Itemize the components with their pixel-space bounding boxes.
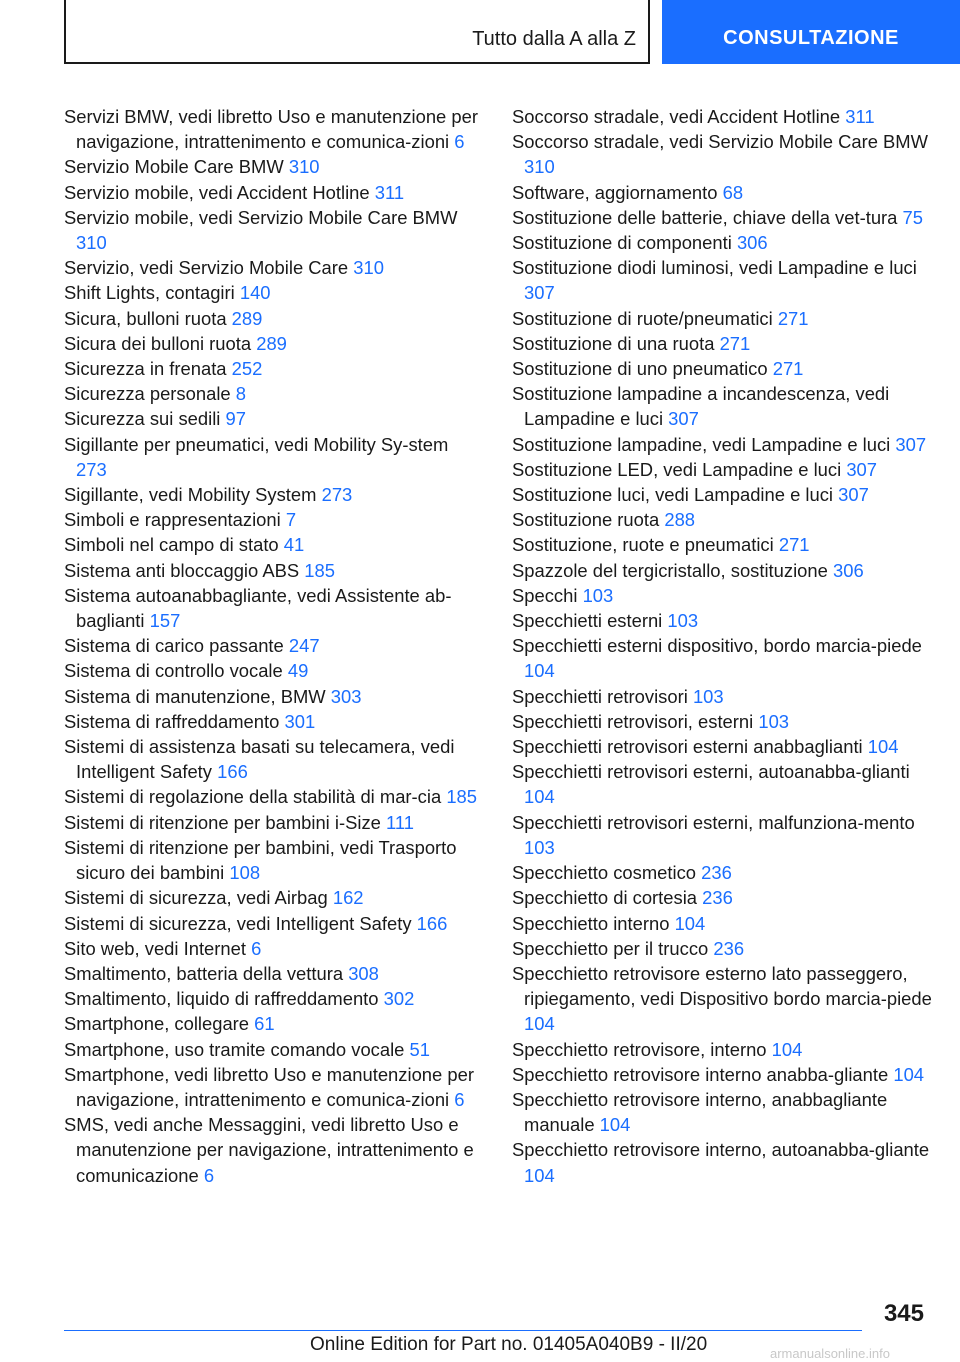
index-page-link[interactable]: 310 (76, 232, 107, 254)
index-page-link[interactable]: 162 (332, 887, 364, 909)
index-page-link[interactable]: 166 (217, 761, 248, 783)
index-page-link[interactable]: 166 (416, 912, 448, 934)
index-page-link[interactable]: 104 (524, 786, 555, 808)
index-entry-text: Sicurezza personale (64, 383, 231, 405)
index-page-link[interactable]: 307 (846, 458, 877, 480)
index-entry-text: Specchietto di cortesia (512, 887, 698, 909)
index-entry-text: Shift Lights, contagiri (64, 282, 235, 304)
index-page-link[interactable]: 307 (524, 282, 555, 304)
index-entry (64, 482, 479, 507)
index-page-link[interactable]: 6 (251, 937, 262, 959)
index-entry (64, 583, 479, 633)
index-page-link[interactable]: 303 (330, 685, 362, 707)
index-entry-text: Sistema di manutenzione, BMW (64, 685, 326, 707)
index-page-link[interactable]: 271 (719, 332, 751, 354)
index-entry (512, 1137, 932, 1187)
index-entry (64, 885, 479, 910)
page-number: 345 (883, 1300, 924, 1327)
index-page-link[interactable]: 301 (284, 710, 316, 732)
index-entry (512, 230, 932, 255)
index-entry-text: Software, aggiornamento (512, 181, 718, 203)
index-page-link[interactable]: 185 (304, 559, 335, 581)
index-page-link[interactable]: 49 (287, 660, 309, 682)
index-entry (64, 558, 479, 583)
index-entry (64, 1011, 479, 1036)
index-entry-text: Spazzole del tergicristallo, sostituzione (512, 559, 828, 581)
index-page-link[interactable]: 103 (582, 584, 614, 606)
index-entry-text: Servizio mobile, vedi Accident Hotline (64, 181, 370, 203)
index-entry (512, 507, 932, 532)
index-entry-text: Sistema di carico passante (64, 635, 284, 657)
index-entry (64, 507, 479, 532)
index-entry-text: Sicurezza in frenata (64, 358, 227, 380)
index-entry-text: Sistema di raffreddamento (64, 710, 280, 732)
index-entry (512, 583, 932, 608)
index-entry-text: Smaltimento, liquido di raffreddamento (64, 988, 379, 1010)
index-entry (512, 180, 932, 205)
index-entry (512, 759, 932, 809)
index-entry (512, 482, 932, 507)
index-page-link[interactable]: 6 (454, 131, 465, 153)
index-entry (512, 810, 932, 860)
index-entry-text: Soccorso stradale, vedi Servizio Mobile Care BMW (512, 131, 928, 153)
index-page-link[interactable]: 236 (713, 937, 745, 959)
index-entry-text: Servizi BMW, vedi libretto Uso e manutenzione per navigazione, intrattenimento e comunica-zioni (64, 106, 478, 153)
header-left-border (64, 0, 66, 64)
index-entry-text: Sistemi di regolazione della stabilità di mar-cia (64, 786, 442, 808)
index-entry-text: Sistema autoanabbagliante, vedi Assistente ab-baglianti (64, 584, 452, 632)
index-entry-text: Smaltimento, batteria della vettura (64, 962, 344, 984)
index-entry (512, 734, 932, 759)
index-page-link[interactable]: 310 (524, 156, 555, 178)
index-entry-text: Sigillante, vedi Mobility System (64, 484, 317, 506)
index-entry-text: Specchietti retrovisori esterni, autoanabba-glianti (512, 761, 910, 783)
index-entry (512, 532, 932, 557)
index-page-link[interactable]: 307 (895, 433, 927, 455)
index-page-link[interactable]: 289 (256, 332, 287, 354)
index-page-link[interactable]: 104 (771, 1038, 803, 1060)
index-page-link[interactable]: 140 (239, 282, 271, 304)
index-entry (64, 532, 479, 557)
index-entry-text: Specchi (512, 584, 578, 606)
index-page-link[interactable]: 236 (702, 887, 733, 909)
index-entry-text: Sostituzione di ruote/pneumatici (512, 307, 773, 329)
index-page-link[interactable]: 302 (383, 988, 415, 1010)
index-entry-text: Specchietti retrovisori (512, 685, 688, 707)
index-entry (512, 684, 932, 709)
index-entry (64, 986, 479, 1011)
index-page-link[interactable]: 51 (409, 1038, 431, 1060)
index-page-link[interactable]: 271 (778, 534, 810, 556)
index-entry (64, 331, 479, 356)
index-page-link[interactable]: 236 (701, 862, 732, 884)
header-bottom-border (64, 62, 648, 64)
index-page-link[interactable]: 104 (599, 1114, 631, 1136)
index-entry-text: Specchietti esterni dispositivo, bordo marcia-piede (512, 635, 922, 657)
index-page-link[interactable]: 306 (736, 232, 768, 254)
index-entry-text: Sostituzione diodi luminosi, vedi Lampadine e luci (512, 257, 917, 279)
index-entry (512, 936, 932, 961)
index-page-link[interactable]: 103 (692, 685, 724, 707)
index-entry (512, 608, 932, 633)
index-entry-text: Sicura dei bulloni ruota (64, 332, 252, 354)
index-entry-text: Specchietto retrovisore, interno (512, 1038, 767, 1060)
index-page-link[interactable]: 6 (203, 1164, 215, 1186)
index-entry-text: Sistema di controllo vocale (64, 660, 283, 682)
index-page-link[interactable]: 311 (845, 106, 875, 127)
index-page-link[interactable]: 308 (348, 962, 379, 984)
index-entry-text: Sostituzione di componenti (512, 232, 732, 254)
footer-watermark: armanualsonline.info (770, 1346, 890, 1361)
index-entry-text: Specchietto per il trucco (512, 937, 709, 959)
index-entry (512, 356, 932, 381)
index-entry-text: Specchietto retrovisore interno anabba-gliante (512, 1063, 889, 1085)
index-entry-text: SMS, vedi anche Messaggini, vedi libretto Uso e manutenzione per navigazione, intrattenimento e comunicazione (64, 1114, 474, 1186)
index-entry (512, 306, 932, 331)
index-entry (512, 381, 932, 431)
index-entry-text: Specchietti retrovisori esterni anabbaglianti (512, 736, 863, 758)
index-entry-text: Sostituzione LED, vedi Lampadine e luci (512, 458, 842, 480)
index-entry-text: Servizio mobile, vedi Servizio Mobile Care BMW (64, 206, 458, 228)
index-entry-text: Specchietto retrovisore interno, autoanabba-gliante (512, 1139, 930, 1161)
index-entry (512, 885, 932, 910)
index-entry-text: Simboli e rappresentazioni (64, 509, 281, 531)
index-entry-text: Smartphone, vedi libretto Uso e manutenzione per navigazione, intrattenimento e comunica-zioni (64, 1063, 474, 1110)
index-entry-text: Sostituzione ruota (512, 509, 660, 531)
index-entry (64, 835, 479, 885)
index-entry-text: Smartphone, collegare (64, 1013, 250, 1035)
index-page-link[interactable]: 307 (838, 484, 869, 506)
index-entry (64, 381, 479, 406)
index-entry (512, 633, 932, 683)
index-entry (64, 432, 479, 482)
index-entry (512, 860, 932, 885)
index-page-link[interactable]: 247 (288, 635, 320, 657)
index-entry (64, 255, 479, 280)
index-page-link[interactable]: 288 (664, 509, 696, 531)
index-entry-text: Simboli nel campo di stato (64, 534, 279, 556)
index-entry (64, 936, 479, 961)
index-entry (64, 154, 479, 179)
index-entry-text: Sistemi di sicurezza, vedi Intelligent Safety (64, 912, 412, 934)
index-entry-text: Specchietti retrovisori esterni, malfunziona-mento (512, 811, 915, 833)
index-entry (64, 633, 479, 658)
index-page-link[interactable]: 8 (235, 383, 246, 405)
index-entry-text: Sito web, vedi Internet (64, 937, 246, 959)
index-page-link[interactable]: 104 (524, 1013, 555, 1035)
index-entry (64, 104, 479, 154)
index-entry (512, 205, 932, 230)
index-page-link[interactable]: 103 (758, 710, 790, 732)
index-page-link[interactable]: 103 (524, 836, 555, 858)
index-entry-text: Sistemi di ritenzione per bambini, vedi Trasporto sicuro dei bambini (64, 836, 457, 884)
index-entry (64, 1112, 479, 1188)
index-entry-text: Sostituzione di uno pneumatico (512, 358, 768, 380)
footer-edition: Online Edition for Part no. 01405A040B9 - II/20 (310, 1334, 708, 1355)
index-entry (512, 457, 932, 482)
index-entry-text: Servizio, vedi Servizio Mobile Care (64, 257, 349, 279)
index-entry (64, 1037, 479, 1062)
index-entry-text: Sostituzione delle batterie, chiave della vet-tura (512, 206, 898, 228)
index-entry-text: Sistemi di sicurezza, vedi Airbag (64, 887, 328, 909)
index-entry (64, 406, 479, 431)
index-entry-text: Specchietto cosmetico (512, 862, 696, 884)
index-page-link[interactable]: 7 (285, 509, 297, 531)
index-page-link[interactable]: 104 (524, 660, 555, 682)
index-page-link[interactable]: 68 (722, 181, 744, 203)
index-entry (64, 1062, 479, 1112)
index-column-left (64, 104, 479, 1188)
index-entry (512, 558, 932, 583)
index-entry-text: Specchietto retrovisore interno, anabbagliante manuale (512, 1088, 888, 1136)
index-page-link[interactable]: 103 (667, 610, 699, 632)
header-chapter-title: Tutto dalla A alla Z (472, 28, 636, 50)
index-page-link[interactable]: 307 (668, 408, 699, 430)
index-entry (512, 255, 932, 305)
header-divider (648, 0, 650, 64)
index-page-link[interactable]: 104 (893, 1063, 925, 1085)
index-entry-text: Sigillante per pneumatici, vedi Mobility Sy-stem (64, 433, 449, 455)
index-entry (64, 205, 479, 255)
index-page-link[interactable]: 310 (353, 257, 384, 279)
index-entry-text: Specchietti esterni (512, 610, 663, 632)
index-page-link[interactable]: 111 (386, 811, 414, 833)
index-page-link[interactable]: 157 (149, 610, 181, 632)
index-entry (512, 911, 932, 936)
index-entry-text: Specchietto retrovisore esterno lato passeggero, ripiegamento, vedi Dispositivo bordo marcia-piede (512, 962, 932, 1010)
index-entry-text: Sistema anti bloccaggio ABS (64, 559, 300, 581)
index-page-link[interactable]: 311 (374, 181, 405, 203)
index-entry (64, 734, 479, 784)
index-entry (64, 658, 479, 683)
index-page-link[interactable]: 306 (833, 559, 864, 581)
index-entry-text: Sostituzione lampadine a incandescenza, vedi Lampadine e luci (512, 383, 890, 430)
index-entry (512, 129, 932, 179)
index-entry-text: Sostituzione lampadine, vedi Lampadine e luci (512, 433, 891, 455)
index-page-link[interactable]: 75 (902, 206, 923, 228)
index-page-link[interactable]: 273 (76, 458, 107, 480)
index-entry-text: Sostituzione di una ruota (512, 332, 715, 354)
index-entry (64, 709, 479, 734)
index-page-link[interactable]: 104 (674, 912, 706, 934)
index-page-link[interactable]: 104 (867, 736, 899, 758)
index-entry (512, 432, 932, 457)
index-page-link[interactable]: 185 (446, 786, 477, 808)
index-page-link[interactable]: 271 (772, 358, 804, 380)
index-page-link[interactable]: 108 (229, 862, 261, 884)
header-section-tab: CONSULTAZIONE (662, 0, 960, 64)
index-entry (512, 1087, 932, 1137)
index-entry-text: Sicurezza sui sedili (64, 408, 221, 430)
index-entry (512, 709, 932, 734)
index-entry-text: Sistemi di assistenza basati su telecamera, vedi Intelligent Safety (64, 736, 455, 783)
index-page-link[interactable]: 252 (231, 358, 263, 380)
index-entry-text: Sicura, bulloni ruota (64, 307, 227, 329)
index-page-link[interactable]: 61 (254, 1013, 275, 1035)
index-entry (64, 684, 479, 709)
index-entry-text: Specchietti retrovisori, esterni (512, 710, 754, 732)
index-entry-text: Sostituzione, ruote e pneumatici (512, 534, 774, 556)
index-entry (64, 280, 479, 305)
index-page-link[interactable]: 6 (454, 1088, 465, 1110)
index-column-right (512, 104, 932, 1188)
index-entry (512, 1062, 932, 1087)
index-entry (64, 180, 479, 205)
index-page-link[interactable]: 289 (231, 307, 263, 329)
index-entry (64, 784, 479, 809)
index-entry-text: Specchietto interno (512, 912, 670, 934)
index-entry (64, 810, 479, 835)
index-page-link[interactable]: 273 (321, 484, 353, 506)
index-entry-text: Servizio Mobile Care BMW (64, 156, 284, 178)
index-page-link[interactable]: 41 (283, 534, 305, 556)
index-page-link[interactable]: 104 (524, 1164, 555, 1186)
footer-rule (64, 1330, 862, 1331)
index-entry-text: Smartphone, uso tramite comando vocale (64, 1038, 405, 1060)
index-entry-text: Sistemi di ritenzione per bambini i-Size (64, 811, 381, 833)
index-entry-text: Soccorso stradale, vedi Accident Hotline (512, 106, 841, 127)
index-entry (512, 1037, 932, 1062)
index-page-link[interactable]: 271 (777, 307, 809, 329)
index-entry (64, 961, 479, 986)
index-entry (512, 104, 932, 129)
index-entry (512, 331, 932, 356)
index-entry (64, 306, 479, 331)
index-entry (512, 961, 932, 1037)
index-page-link[interactable]: 310 (288, 156, 320, 178)
index-page-link[interactable]: 97 (225, 408, 246, 430)
index-entry (64, 911, 479, 936)
index-entry (64, 356, 479, 381)
index-entry-text: Sostituzione luci, vedi Lampadine e luci (512, 484, 834, 506)
